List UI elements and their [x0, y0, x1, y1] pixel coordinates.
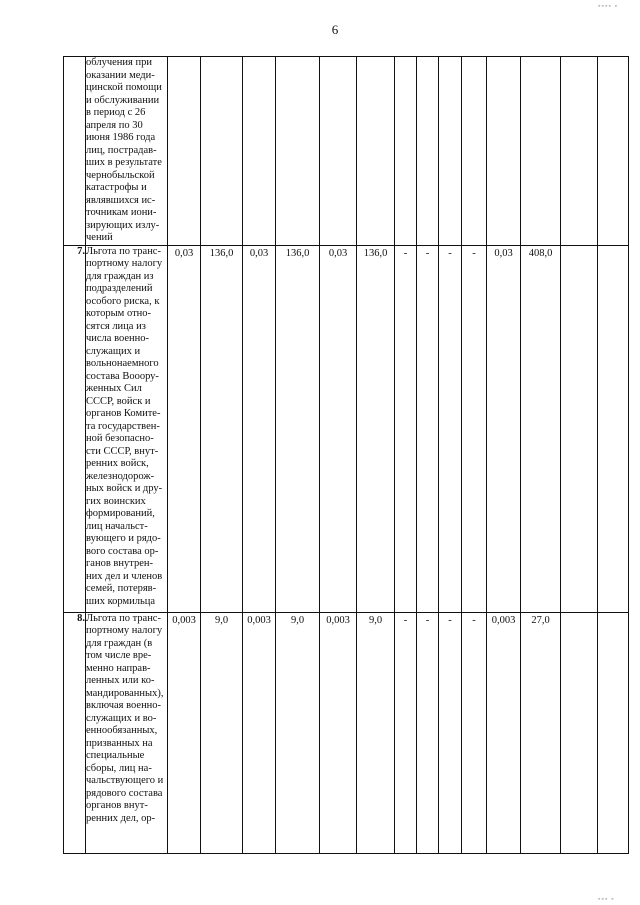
description-line: служащих и во-	[86, 712, 157, 724]
value-cell	[462, 612, 487, 853]
cell-value: -	[472, 614, 476, 626]
description-line: рядового состава	[86, 787, 163, 799]
description-line: оказании меди-	[86, 69, 155, 81]
description-line: подразделений	[86, 283, 153, 294]
description-line: облучения при	[86, 57, 152, 68]
description-line: менно направ-	[86, 662, 151, 674]
cell-value: 136,0	[363, 247, 388, 259]
value-cell	[243, 612, 276, 853]
description-line: особого риска, к	[86, 295, 160, 307]
description-line: состава Вооору-	[86, 370, 159, 382]
description-line: числа военно-	[86, 333, 149, 344]
cell-value: -	[425, 614, 430, 626]
cell-value: -	[448, 247, 452, 259]
description-line: лиц, пострадав-	[86, 144, 157, 156]
value-cell	[276, 245, 320, 612]
value-cell	[487, 612, 521, 853]
description-line: ных войск и дру-	[86, 483, 163, 494]
cell-value: 9,0	[368, 614, 383, 626]
description-line: том числе вре-	[86, 650, 152, 661]
description-line: ренних дел, ор-	[86, 812, 156, 824]
cell-value: 408,0	[528, 247, 553, 259]
scan-mark-bottom: ▪▪▪ ▪	[598, 895, 615, 903]
description-line: органов внут-	[86, 800, 148, 811]
cell-value: 0,03	[494, 247, 513, 259]
table-row	[64, 612, 629, 853]
description-line: цинской помощи	[86, 82, 162, 93]
value-cell	[417, 612, 439, 853]
value-cell	[168, 57, 201, 246]
value-cell	[521, 57, 561, 246]
description-line: ших в результате	[86, 157, 162, 168]
row-number	[64, 57, 86, 246]
table-row	[64, 245, 629, 612]
description-line: сборы, лиц на-	[86, 762, 152, 774]
value-cell	[395, 612, 417, 853]
description-line: сятся лица из	[86, 320, 146, 332]
value-cell	[357, 57, 395, 246]
description-line: вого состава ор-	[86, 545, 159, 557]
row-number: 7.	[64, 245, 86, 612]
value-cell	[598, 245, 629, 612]
value-cell	[487, 57, 521, 246]
description-line: ной безопасно-	[86, 433, 154, 444]
description-line: Льгота по транс-	[86, 612, 161, 624]
value-cell	[462, 57, 487, 246]
description-line: семей, потеряв-	[86, 583, 157, 594]
value-cell	[168, 245, 201, 612]
relief-table	[63, 56, 629, 854]
description-line: вольнонаемного	[86, 358, 159, 369]
page-number: 6	[331, 22, 339, 37]
description-line: призванных на	[86, 737, 153, 749]
description-line: мандированных),	[86, 687, 164, 699]
value-cell	[357, 612, 395, 853]
description-line: являвшихся ис-	[86, 194, 156, 206]
description-line: портному налогу	[86, 258, 163, 269]
cell-value: 0,003	[326, 614, 350, 626]
description-line: ленных или ко-	[86, 675, 155, 686]
cell-value: -	[403, 247, 408, 259]
value-cell	[561, 612, 598, 853]
description-line: включая военно-	[86, 700, 162, 711]
description-line: СССР, войск и	[86, 395, 151, 407]
description-line: ренних войск,	[86, 458, 149, 469]
value-cell	[439, 612, 462, 853]
description-line: для граждан (в	[86, 637, 153, 649]
row-description	[86, 57, 168, 246]
description-line: них дел и членов	[86, 570, 163, 582]
value-cell	[521, 245, 561, 612]
cell-value: 27,0	[531, 614, 550, 626]
value-cell	[320, 245, 357, 612]
value-cell	[462, 245, 487, 612]
value-cell	[561, 245, 598, 612]
cell-value: -	[448, 614, 452, 626]
value-cell	[201, 612, 243, 853]
value-cell	[521, 612, 561, 853]
value-cell	[357, 245, 395, 612]
value-cell	[201, 245, 243, 612]
description-line: портному налогу	[86, 625, 163, 636]
value-cell	[598, 57, 629, 246]
description-line: для граждан из	[86, 270, 154, 282]
value-cell	[487, 245, 521, 612]
description-line: вующего и рядо-	[86, 533, 161, 544]
value-cell	[439, 57, 462, 246]
cell-value: 0,03	[249, 247, 269, 259]
cell-value: 9,0	[290, 614, 305, 626]
cell-value: -	[425, 247, 430, 259]
description-line: которым отно-	[86, 308, 152, 319]
description-line: специальные	[86, 750, 145, 761]
cell-value: 0,03	[174, 247, 194, 259]
row-description	[86, 612, 168, 853]
cell-value: 0,003	[491, 614, 516, 626]
description-line: в период с 26	[86, 107, 146, 118]
description-line: женных Сил	[86, 383, 142, 394]
description-line: сти СССР, внут-	[86, 445, 159, 457]
description-line: точникам иони-	[86, 207, 157, 218]
description-line: чальствующего и	[86, 775, 164, 786]
cell-value: 0,003	[247, 614, 271, 626]
description-line: ших кормильца	[86, 595, 156, 607]
description-line: катастрофы и	[86, 182, 147, 193]
value-cell	[561, 57, 598, 246]
value-cell	[201, 57, 243, 246]
description-line: Льгота по транс-	[86, 245, 161, 257]
description-line: лиц начальст-	[86, 520, 148, 532]
cell-value: 0,03	[328, 247, 348, 259]
cell-value: 136,0	[209, 247, 234, 259]
value-cell	[395, 57, 417, 246]
value-cell	[395, 245, 417, 612]
cell-value: 9,0	[214, 614, 229, 626]
description-line: органов Комите-	[86, 408, 161, 419]
value-cell	[320, 57, 357, 246]
row-description	[86, 245, 168, 612]
value-cell	[320, 612, 357, 853]
description-line: та государствен-	[86, 420, 160, 432]
value-cell	[439, 245, 462, 612]
description-line: ганов внутрен-	[86, 558, 153, 569]
value-cell	[417, 57, 439, 246]
value-cell	[417, 245, 439, 612]
description-line: чернобыльской	[86, 169, 155, 181]
description-line: гих воинских	[86, 495, 146, 507]
description-line: апреля по 30	[86, 119, 143, 131]
description-line: служащих и	[86, 345, 141, 357]
cell-value: -	[472, 247, 476, 259]
scan-mark-top: ▪▪▪▪ ▪	[598, 2, 619, 10]
row-number: 8.	[64, 612, 86, 853]
description-line: и обслуживании	[86, 94, 160, 106]
value-cell	[276, 612, 320, 853]
value-cell	[243, 57, 276, 246]
description-line: железнодорож-	[86, 470, 155, 482]
description-line: формирований,	[86, 508, 155, 519]
value-cell	[276, 57, 320, 246]
description-line: чений	[86, 232, 113, 243]
cell-value: -	[403, 614, 408, 626]
cell-value: 136,0	[285, 247, 310, 259]
table-row	[64, 57, 629, 246]
value-cell	[168, 612, 201, 853]
description-line: июня 1986 года	[86, 132, 156, 143]
value-cell	[598, 612, 629, 853]
description-line: зирующих излу-	[86, 219, 160, 231]
description-line: еннообязанных,	[86, 725, 158, 736]
value-cell	[243, 245, 276, 612]
cell-value: 0,003	[172, 614, 196, 626]
